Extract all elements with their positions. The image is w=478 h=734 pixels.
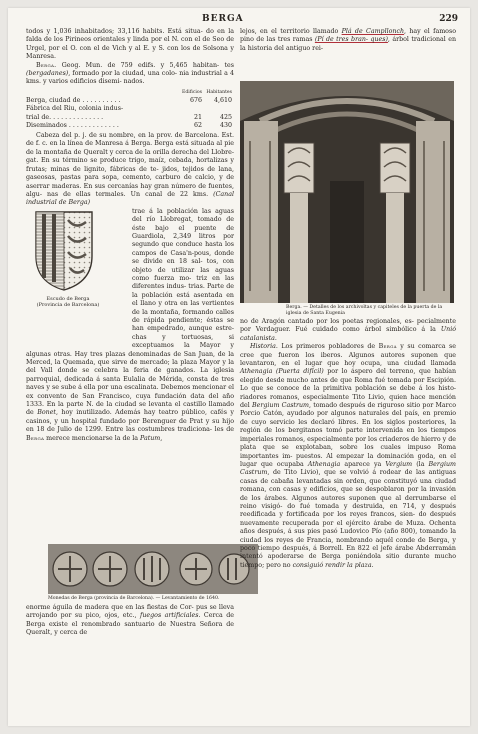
paragraph-patum <box>26 604 234 638</box>
text-span: Los primeros pobladores de <box>277 343 379 351</box>
church-portal-photo <box>240 81 454 303</box>
table-cell <box>204 105 234 113</box>
paragraph-geog <box>26 62 234 87</box>
organization-name: Unió catalanista <box>240 326 456 342</box>
coat-of-arms-caption <box>26 296 110 309</box>
caption-line: Escudo de Berga <box>46 295 90 302</box>
castle-name: Bonet <box>37 409 56 417</box>
table-cell: 21 <box>193 113 202 121</box>
text-span: , formado por la ciudad, una colo- nia industrial a 4 kms. y varios edificios disemi- nados. <box>26 70 234 86</box>
fireworks-term: fuegos artificiales <box>140 612 199 620</box>
paragraph-pino <box>240 28 456 53</box>
demonym: (bergadanes) <box>26 70 69 78</box>
text-span: enorme águila de madera que en las fiestas de Cor- pus se lleva arrojando por su pico, ojos, etc., <box>26 604 234 620</box>
section-label: Historia. <box>250 343 278 351</box>
paragraph-description <box>26 132 234 208</box>
page <box>8 8 470 726</box>
table-cell: Fábrica del Riu, colonia indus- <box>26 105 124 113</box>
canal-name: (Canal industrial de Berga) <box>26 190 234 207</box>
paragraph-intro: todos y 1,036 inhabitados; 33,116 habits. Está situa- do en la falda de los Pirineos orientales y linda por el N. con el de Seo de Urgel, por el O. con el de Vich y al E. y S. con los de Solsona y Manresa. <box>26 28 234 61</box>
table-cell: 425 <box>219 113 232 121</box>
text-span: . <box>274 334 277 342</box>
tree-name: (Pí de tres bran- ques) <box>314 36 388 44</box>
table-row <box>26 97 234 105</box>
table-cell: Diseminados . . . . . . . . . . . . . <box>26 121 119 129</box>
paragraph-history <box>240 343 456 570</box>
table-cell: 430 <box>219 121 232 129</box>
text-span: . Cerca de Berga existe el renombrado santuario de Nuestra Señora de Queralt, y cerca de <box>26 612 234 637</box>
text-span: consiguió rendir la plaza. <box>292 561 374 569</box>
caption-line: (Provincia de Barcelona) <box>36 302 100 309</box>
coins-caption: Monedas de Berga (provincia de Barcelona). — Levantamiento de 1640. <box>48 596 220 601</box>
text-span: Geog. Mun. de 759 edifs. y 5,465 habitan- tes <box>56 61 234 69</box>
right-column-top <box>240 28 456 53</box>
table-header: Edificios <box>182 89 202 95</box>
coat-of-arms-figure <box>26 210 126 344</box>
text-span: y su comarca se cree que fueron los iberos. Algunos autores suponen que levantaron, en el lugar que hoy ocupa, una ciudad llamada <box>240 343 456 368</box>
entry-term: Berga. <box>36 61 57 69</box>
place-name: Plá de Campllonch <box>341 28 405 35</box>
table-row <box>26 114 234 122</box>
place-name: Berga <box>26 434 45 442</box>
table-header: Habitantes <box>206 89 232 95</box>
text-span: Cabeza del p. j. de su nombre, en la prov. de Barcelona. Est. de f. c. en la línea de Manresa á Berga. Berga está situada al pie de la montaña de Queralt y cerca de la orilla derecha del Llobre- gat. En su término se produce trigo, maíz, cebada, hortalizas y frutas; minas de lignito, fábricas de te- jidos, tejidos de lana, gaseosas, pastas para sopa, cemento, carburo de calcio, y de aserrar maderas. En sus cercanías hay gran número de fuentes, algu- nas de ellas termales. Un canal de 22 kms. <box>26 132 234 198</box>
population-table <box>26 89 234 130</box>
text-span: trae á la población las aguas del río Llobregat, tomado de éste bajo el puente de Guardiola, 2,349 litros por segundo que conduce hasta los campos de Casa'n-pous, donde se divide en 18 sal- tos, con objeto de utilizar las aguas como fuerza mo- triz en las diferentes indus- trias. Parte de la población está asentada en el llano y otra en las vertientes de la montaña, formando calles de rápida pendiente; éstas se han empedrado, aunque estre- chas y tortuosas, si exceptuamos la Mayor y algunas otras. Hay tres plazas denominadas de San Juan, de la Merced, la Quemada, que sirve de mercado; la plaza Mayor y la del Vall donde se celebra la feria de ganados. La iglesia parroquial, dedicada á santa Eulalia de Mérida, consta de tres naves y se sube á ella por una escalinata. Debemos mencionar el ex convento de San Francisco, cuya fundación data del año 1333. En la parte N. de la ciudad se levanta el castillo llamado de <box>26 207 234 417</box>
paragraph-arbol <box>240 318 456 343</box>
text-span: merece mencionarse la de la <box>44 434 141 442</box>
text-span: (la <box>412 460 429 468</box>
left-column <box>26 28 234 443</box>
text-span: por lo áspero del terreno, que habían elegido desde mucho antes de que Roma fué tomada por Escipión. Lo que se conoce de la primitiva población se debe á los histo- riadores romanos, especialmente Tito Livio, quien hace mención del <box>240 368 457 410</box>
table-row <box>26 105 234 113</box>
left-column-bottom <box>26 604 234 638</box>
text-span: , hay el famoso pino de las tres ramas <box>240 28 456 44</box>
ancient-name: Athenagia <box>307 460 341 468</box>
text-span: , de Tito Livio), que se volvió á rodear de las antiguas casas de cabaña levantadas sin orden, que constituyó una ciudad romana, con casas y edificios, que se despoblaron por la invasión de los árabes. Algunos autores suponen que al derrumbarse el reino visigó- do fué tomada y destruida, en 714, y después reedificada y fortificada por los reyes francos, sien- do después nuevamente recuperada por el ejército árabe de Muza. Ochenta años después, á sus pies pasó Ludovico Pío (año 800), tomando la ciudad los reyes de Francia, nombrando aquél conde de Berga, y poco tiempo después, á Borrell. En 822 el jefe árabe Abderramán intentó apoderarse de Berga poniéndola sitio durante mucho tiempo; pero no <box>240 469 456 569</box>
page-title: BERGA <box>202 14 244 24</box>
table-header-label <box>26 89 174 97</box>
text-span: , árbol tradicional en la historia del antiguo rei- <box>240 36 456 52</box>
text-span: lejos, en el territorio llamado <box>240 28 342 35</box>
table-cell: 62 <box>193 121 202 129</box>
table-header-row <box>26 89 234 97</box>
festival-name: Patum <box>140 434 161 442</box>
ancient-name: Bergium Castrum <box>240 460 456 477</box>
ancient-name: Bergium Castrum <box>251 402 309 410</box>
table-cell <box>174 105 204 113</box>
text-span: aparece ya <box>340 460 386 468</box>
coat-of-arms-image <box>32 210 96 292</box>
text-span: , <box>160 434 163 442</box>
table-cell: Berga, ciudad de . . . . . . . . . . <box>26 97 121 105</box>
coins-image <box>48 544 258 594</box>
place-name: Berga <box>378 343 397 351</box>
ancient-name: Athenagia (Puerta difícil) <box>240 368 324 376</box>
table-cell: 4,610 <box>213 97 232 105</box>
table-row <box>26 122 234 130</box>
table-cell: trial de. . . . . . . . . . . . . . <box>26 113 104 121</box>
table-cell: 676 <box>189 97 202 105</box>
text-span: no de Aragón cantado por los poetas regionales, es- pecialmente por Verdaguer. Fué cuidado como árbol simbólico á la <box>240 318 456 334</box>
text-span: , tomado después de riguroso sitio por Marco Porcio Catón, ayudado por algunos naturales del país, en premio de cuyo servicio les declaró libres. En los siglos posteriores, la región de los bergitanos tomó parte intervenida en los tiempos imperiales romanos, especialmente por los criaderos de hierro y de plata que se explotaban, sobre los cuales impuso Roma importantes im- puestos. Al empezar la dominación goda, en el lugar que ocupaba <box>240 402 456 468</box>
page-header <box>8 14 470 28</box>
right-column-body <box>240 318 456 570</box>
photo-caption: Berga. — Detalles de los archivoltas y capiteles de la puerta de la iglesia de Santa Eugenia <box>286 305 443 316</box>
page-number: 229 <box>439 14 458 24</box>
text-span: , hoy inutilizado. Además hay teatro público, cafés y casinos, y un hospital fundado por Berenguer de Prat y su hijo en 18 de Julio de 1299. Entre las costumbres tradiciona- les de <box>26 409 234 434</box>
ancient-name: Vergium <box>385 460 413 468</box>
